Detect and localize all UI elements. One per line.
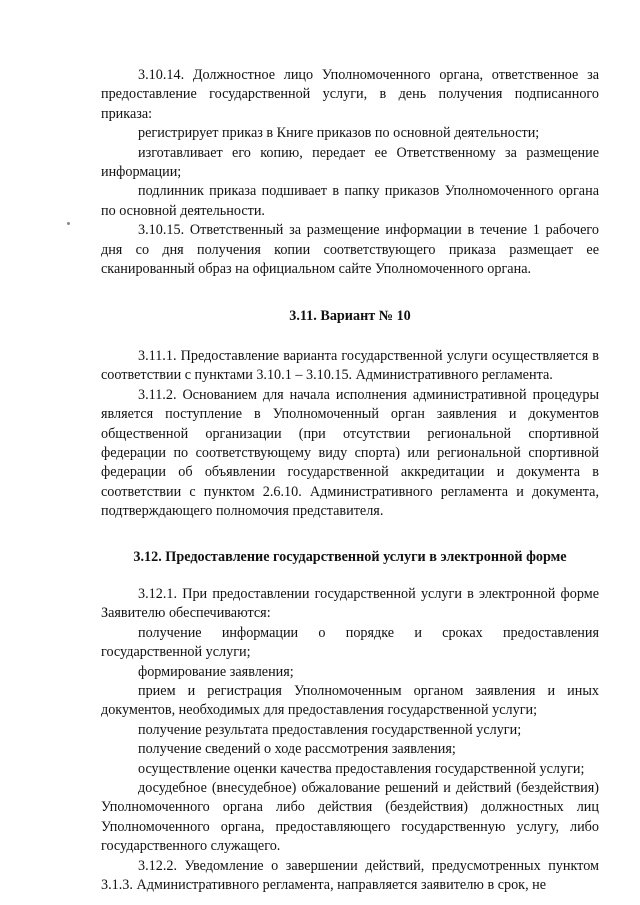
paragraph-make-copy: изготавливает его копию, передает ее Ответственному за размещение информации;: [101, 144, 599, 181]
list-item-application-forming: формирование заявления;: [138, 663, 294, 680]
paragraph-register-order: регистрирует приказ в Книге приказов по основной деятельности;: [138, 125, 540, 142]
paragraph-3-10-14: 3.10.14. Должностное лицо Уполномоченного органа, ответственное за предоставление государственной услуги, в день получения подписанного приказа:: [101, 67, 599, 122]
paragraph-3-11-1: 3.11.1. Предоставление варианта государственной услуги осуществляется в соответствии с пунктами 3.10.1 – 3.10.15. Административного регламента.: [101, 347, 599, 384]
heading-electronic-form: 3.12. Предоставление государственной услуги в электронной форме: [133, 548, 567, 565]
paragraph-3-10-15: 3.10.15. Ответственный за размещение информации в течение 1 рабочего дня со дня получения копии соответствующего приказа размещает ее сканированный образ на официальном сайте Уполномоченного органа.: [101, 222, 599, 278]
list-item-appeal: досудебное (внесудебное) обжалование решений и действий (бездействия) Уполномоченного органа либо действия (бездействия) должностных лиц Уполномоченного органа, предоставляющего государственную услугу, либо государственного служащего.: [101, 780, 599, 855]
paragraph-file-original: подлинник приказа подшивает в папку приказов Уполномоченного органа по основной деятельности.: [101, 183, 599, 219]
list-item-quality-assessment: осуществление оценки качества предоставления государственной услуги;: [138, 760, 585, 777]
paragraph-3-12-1: 3.12.1. При предоставлении государственной услуги в электронной форме Заявителю обеспечиваются:: [101, 585, 599, 622]
list-item-info: получение информации о порядке и сроках предоставления государственной услуги;: [101, 624, 599, 661]
list-item-result: получение результата предоставления государственной услуги;: [138, 721, 522, 738]
list-item-status-info: получение сведений о ходе рассмотрения заявления;: [138, 741, 456, 758]
paragraph-3-11-2: 3.11.2. Основанием для начала исполнения административной процедуры является поступление в Уполномоченный орган заявления и документов общественной организации (при отсутствии региональной спортивной федерации по соответствующему виду спорта) или региональной спортивной федерации об объявлении государственной аккредитации и документа в соответствии с пунктом 2.6.10. Административного регламента и документа, подтверждающего полномочия представителя.: [101, 386, 599, 520]
scan-dot: [67, 222, 70, 225]
paragraph-3-12-2: 3.12.2. Уведомление о завершении действий, предусмотренных пунктом 3.1.3. Административного регламента, направляется заявителю в срок, не: [101, 857, 599, 894]
heading-variant-10: 3.11. Вариант № 10: [289, 308, 411, 325]
list-item-reception-registration: прием и регистрация Уполномоченным органом заявления и иных документов, необходимых для предоставления государственной услуги;: [101, 682, 599, 719]
document-page: [101, 66, 599, 895]
